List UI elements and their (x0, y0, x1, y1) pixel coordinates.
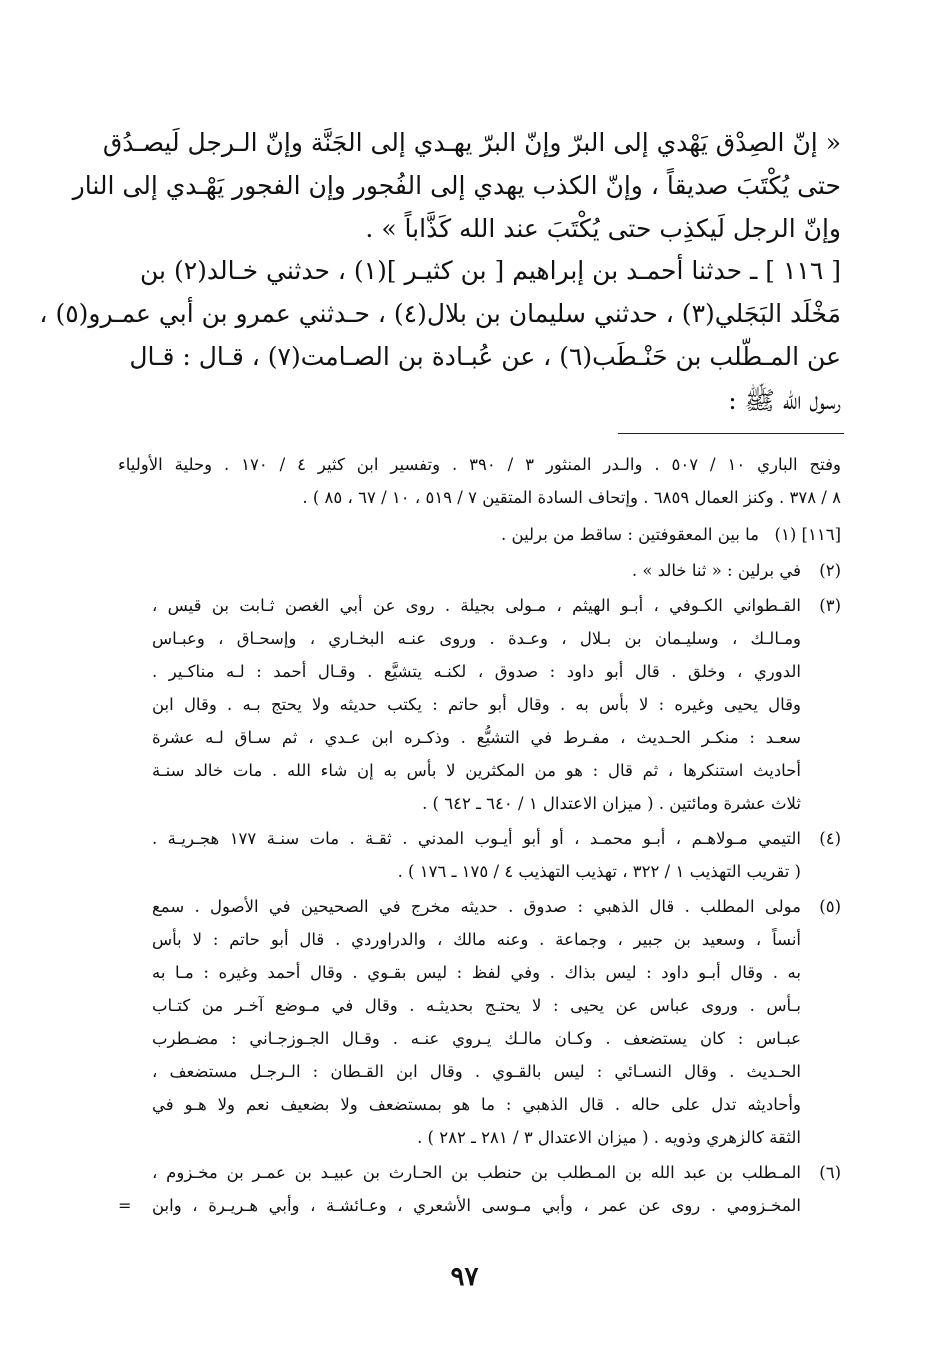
footnote-line: وقال يحيى وغيره : لا بأس به . وقال أبو حاتم : يكتب حديثه ولا يحتج بـه . وقال ابن (152, 695, 801, 714)
hadith-isnad-line: رسول الله ﷺ : (728, 386, 841, 415)
main-text-line: حتى يُكْتَبَ صديقاً ، وإنّ الكذب يهدي إلى الفُجور وإن الفجور يَهْـدي إلى النار (72, 171, 841, 200)
footnote-line: مولى المطلب . قال الذهبي : صدوق . حديثه مخرج في الصحيحين في الأصول . سمع (152, 897, 801, 916)
footnote-number: (٥) (819, 897, 841, 916)
footnote-line: ما بين المعقوفتين : ساقط من برلين . (501, 525, 759, 544)
footnote-line: بـأس . وروى عباس عن يحيى : لا يحتـج بحديثـه . وقال في مـوضع آخـر من كتـاب (152, 996, 801, 1015)
footnote-line: به . وقال أبـو داود : ليس بذاك . وفي لفظ : ليس بقـوي . وقال أحمد وغيره : مـا به (152, 963, 801, 982)
footnote-number: (٤) (819, 829, 841, 848)
footnote-line: سعـد : منكـر الحـديث ، مفـرط في التشيُّع . وذكـره ابن عـدي ، ثم سـاق لـه عشرة (152, 728, 801, 747)
footnote-line: المـطلب بن عبد الله بن المـطلب بن حنطب بن الحـارث بن عبيـد بن عمـر بن مخـزوم ، (152, 1163, 801, 1182)
footnote-line: ومـالـك ، وسليـمان بن بـلال ، وعـدة . وروى عنـه البخـاري ، وإسحـاق ، وعبـاس (152, 629, 801, 648)
footnote-line: وأحاديثه تدل على حاله . قال الذهبي : ما هو بمستضعف ولا بضعيف نعم ولا هـو في (152, 1095, 801, 1114)
footnote-number: (٣) (819, 596, 841, 615)
footnote-line: في برلين : « ثنا خالد » . (631, 561, 801, 580)
footnote-line: وفتح الباري ١٠ / ٥٠٧ . والـدر المنثور ٣ / ٣٩٠ . وتفسير ابن كثير ٤ / ١٧٠ . وحلية الأولياء (118, 455, 841, 474)
main-text-line: « إنّ الصِدْق يَهْدي إلى البرّ وإنّ البرّ يهـدي إلى الجَنَّة وإنّ الـرجل لَيصـدُق (102, 128, 841, 157)
footnote-line: أحاديث استنكرها ، ثم قال : هو من المكثرين لا بأس به إن شاء الله . مات خالد سنـة (152, 761, 801, 780)
footnote-line: عبـاس : كان يستضعف . وكـان مالـك يـروي عنـه . وقـال الجـوزجـاني : مضـطرب (152, 1029, 801, 1048)
footnote-line: ثلاث عشرة ومائتين . ( ميزان الاعتدال ١ / ٦٤٠ ـ ٦٤٢ ) . (422, 794, 801, 813)
footnote-line: الثقة كالزهري وذويه . ( ميزان الاعتدال ٣ / ٢٨١ ـ ٢٨٢ ) . (417, 1128, 801, 1147)
footnote-number: (٢) (819, 561, 841, 580)
footnote-line: القـطواني الكـوفي ، أبـو الهيثم ، مـولى بجيلة . روى عن أبي الغصن ثـابت بن قيس ، (152, 596, 801, 615)
footnote-line: ( تقريب التهذيب ١ / ٣٢٢ ، تهذيب التهذيب ٤ / ١٧٥ ـ ١٧٦ ) . (397, 862, 801, 881)
footnote-line: الحـديث . وقال النسـائي : ليس بالقـوي . وقال ابن القـطان : الـرجـل مستضعف ، (152, 1062, 801, 1081)
hadith-isnad-line: [ ١١٦ ] ـ حدثنا أحمـد بن إبراهيم [ بن كثيـر ](١) ، حدثني خـالد(٢) بن (140, 256, 842, 285)
footnote-line: أنساً ، وسعيد بن جبير ، وجماعة . وعنه مالك ، والدراوردي . قال أبو حاتم : لا بأس (152, 930, 801, 949)
main-text-line: وإنّ الرجل لَيكذِب حتى يُكْتَبَ عند الله كَذَّاباً » . (365, 214, 841, 243)
hadith-isnad-line: عن المـطّلب بن حَنْـطَب(٦) ، عن عُبـادة بن الصـامت(٧) ، قـال : قـال (129, 342, 841, 371)
footnote-line: التيمي مـولاهـم ، أبـو محمـد ، أو أبو أيـوب المدني . ثقـة . مات سنـة ١٧٧ هجـريـة . (152, 829, 801, 848)
footnote-line: الدوري ، وخلق . قال أبو داود : صدوق ، لكنـه يتشيَّع . وقـال أحمد : لـه مناكـير . (152, 662, 801, 681)
page-number: ٩٧ (450, 1262, 479, 1292)
footnote-line: المخـزومي . روى عن عمر ، وأبي مـوسى الأشعري ، وعـائشـة ، وأبي هـريـرة ، وابن (152, 1196, 801, 1215)
continuation-mark: = (118, 1196, 132, 1215)
footnote-number: (٦) (819, 1163, 841, 1182)
footnote-number: [١١٦] (١) (774, 525, 841, 544)
footnote-separator (618, 433, 844, 434)
footnote-line: ٨ / ٣٧٨ . وكنز العمال ٦٨٥٩ . وإتحاف السادة المتقين ٧ / ٥١٩ ، ١٠ / ٦٧ ، ٨٥ ) . (302, 488, 841, 507)
hadith-isnad-line: مَخْلَد البَجَلي(٣) ، حدثني سليمان بن بلال(٤) ، حـدثني عمرو بن أبي عمـرو(٥) ، (39, 299, 841, 328)
